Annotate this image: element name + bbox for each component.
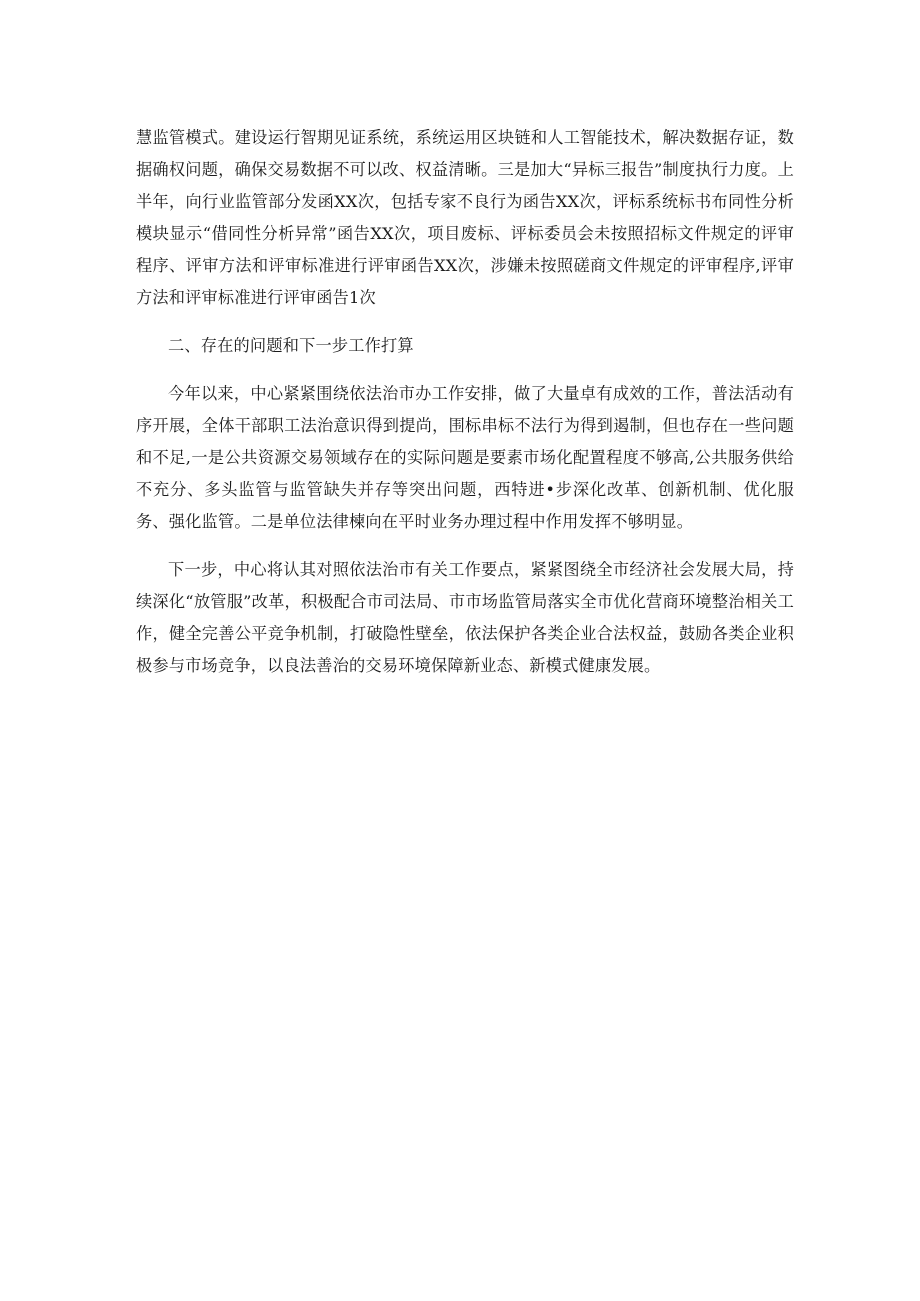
document-body: [136, 122, 794, 698]
paragraph-continued: 慧监管模式。建设运行智期见证系统，系统运用区块链和人工智能技术，解决数据存证，数据确权问题，确保交易数据不可以改、权益清晰。三是加大“异标三报告”制度执行力度。上半年，向行业监管部分发函XX次，包括专家不良行为函告XX次，评标系统标书布同性分析模块显示“借同性分析异常”函告XX次，项目废标、评标委员会未按照招标文件规定的评审程序、评审方法和评审标准进行评审函告XX次，涉嫌未按照磋商文件规定的评审程序,评审方法和评审标准进行评审函告1次: [136, 128, 794, 307]
section-heading: 二、存在的问题和下一步工作打算: [168, 336, 414, 355]
paragraph-problems: 今年以来，中心紧紧围绕依法治市办工作安排，做了大量卓有成效的工作，普法活动有序开展，全体干部职工法治意识得到提尚，围标串标不法行为得到遏制，但也存在一些问题和不足,一是公共资源交易领域存在的实际问题是要素市场化配置程度不够高,公共服务供给不充分、多头监管与监管缺失并存等突出问题，西特进•步深化改革、创新机制、优化服务、强化监管。二是单位法律楝向在平时业务办理过程中作用发挥不够明显。: [136, 384, 794, 531]
paragraph-next-steps: 下一步，中心将认其对照依法治市有关工作要点，紧紧图绕全市经济社会发展大局，持续深化“放管服”改革，积极配合市司法局、市市场监管局落实全市优化营商环境整治相关工作，健全完善公平竞争机制，打破隐性壁垒，依法保护各类企业合法权益，鼓励各类企业积极参与市场竞争，以良法善治的交易环境保障新业态、新模式健康发展。: [136, 560, 794, 675]
